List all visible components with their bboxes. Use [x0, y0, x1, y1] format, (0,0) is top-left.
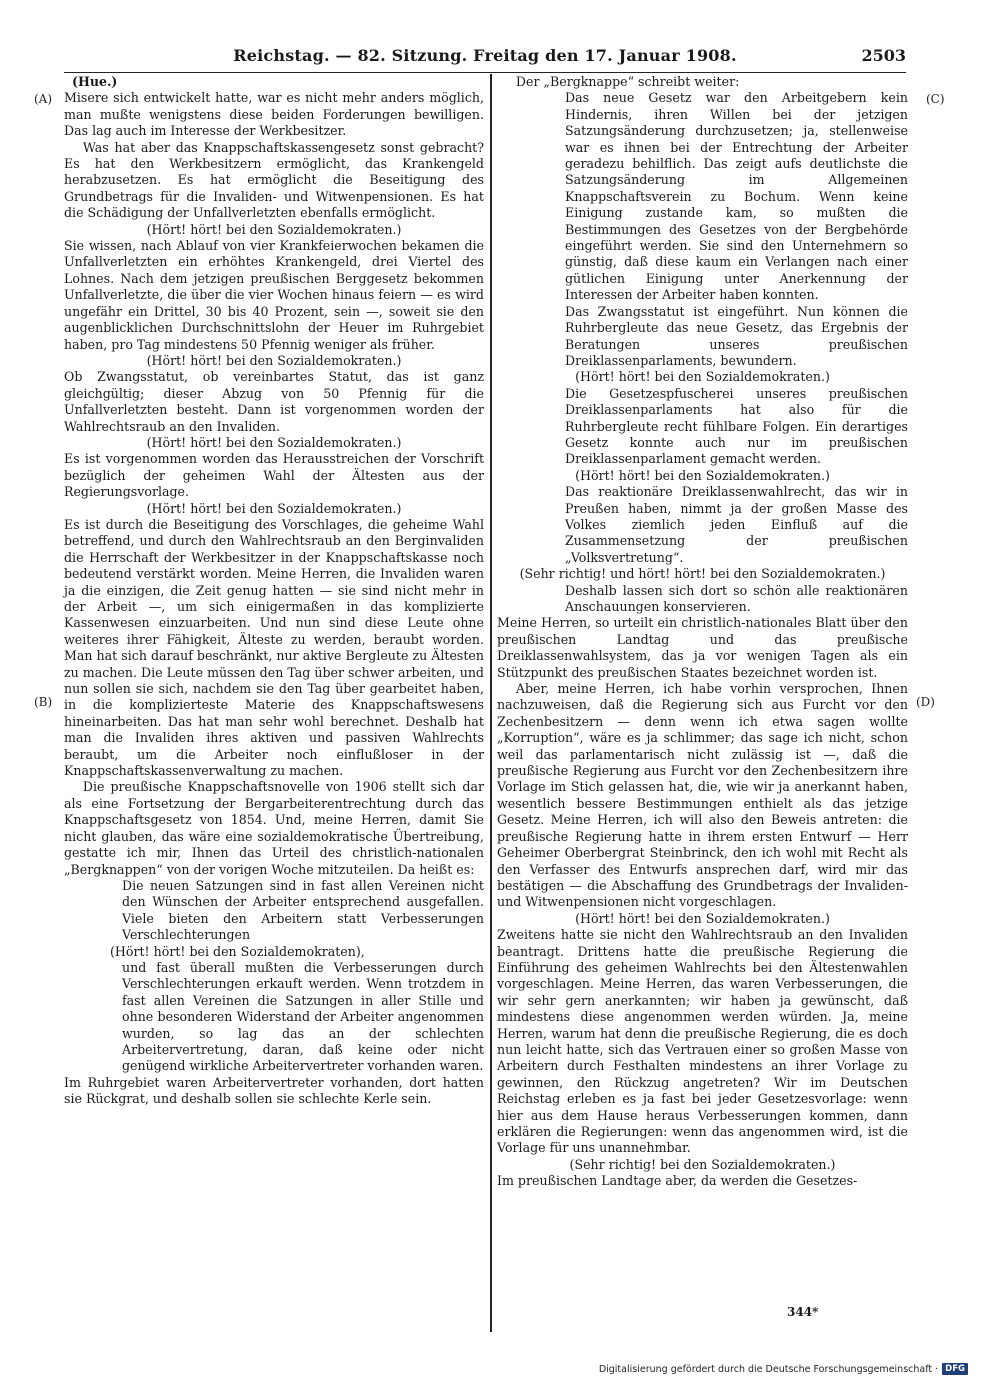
paragraph: Meine Herren, so urteilt ein christlich-nationales Blatt über den preußischen Landtag und das preußische Dreiklassenwahlsystem, das ja vor wenigen Tagen als ein Stützpunkt des preußischen Staates bezeichnet worden ist. [497, 615, 908, 680]
right-column [497, 74, 908, 1190]
paragraph: Ob Zwangsstatut, ob vereinbartes Statut, das ist ganz gleichgültig; dieser Abzug von 50 Pfennig für die Unfallverletzten besteht. Dann ist vorgenommen worden der Wahlrechtsraub an den Invaliden. [64, 369, 484, 434]
quotation: Die neuen Satzungen sind in fast allen Vereinen nicht den Wünschen der Arbeiter entsprechend ausgefallen. Viele bieten den Arbeitern statt Verbesserungen Verschlechterungen [122, 877, 484, 943]
interjection: (Hört! hört! bei den Sozialdemokraten.) [146, 221, 402, 237]
paragraph: Zweitens hatte sie nicht den Wahlrechtsraub an den Invaliden beantragt. Drittens hatte die preußische Regierung die Einführung des geheimen Wahlrechts bei den Ältestenwahlen vorgeschlagen. Meine Herren, das waren Verbesserungen, die wir sehr gern anerkannten; wir haben ja gewünscht, daß mindestens diese angenommen werden würden. Ja, meine Herren, warum hat denn die preußische Regierung, die es doch nun leicht hatte, sich das Vertrauen einer so großen Masse von Arbeitern durch Festhalten mindestens an ihrer Vorlage zu gewinnen, den Rückzug angetreten? Wir im Deutschen Reichstag erleben es ja fast bei jeder Gesetzesvorlage: wenn hier aus dem Hause heraus Verbesserungen kommen, dann erklären die Regierungen: wenn das angenommen wird, ist die Vorlage für uns unannehmbar. [497, 927, 908, 1156]
interjection: (Sehr richtig! bei den Sozialdemokraten.) [569, 1156, 836, 1172]
paragraph: Aber, meine Herren, ich habe vorhin versprochen, Ihnen nachzuweisen, daß die Regierung sich aus Furcht vor den Zechenbesitzern — denn wenn ich etwa sagen wollte „Korruption“, wäre es ja schlimmer; das sage ich nicht, schon weil das parlamentarisch nicht zulässig ist —, daß die preußische Regierung aus Furcht vor den Zechenbesitzern ihre Vorlage im Stich gelassen hat, die, wie wir ja anerkannt haben, wesentlich bessere Bestimmungen enthielt als das jetzige Gesetz. Meine Herren, ich will also den Beweis antreten: die preußische Regierung hatte in ihrem ersten Entwurf — Herr Geheimer Oberbergrat Steinbrinck, den ich wohl mit Recht als den Verfasser des Entwurfs ansprechen darf, wird mir das bestätigen — die Abschaffung des Grundbetrags der Invaliden- und Witwenpensionen nicht vorgeschlagen. [497, 681, 908, 910]
interjection: (Hört! hört! bei den Sozialdemokraten.) [575, 369, 830, 385]
paragraph: Sie wissen, nach Ablauf von vier Krankfeierwochen bekamen die Unfallverletzten ein erhöhtes Krankengeld, drei Viertel des Lohnes. Nach dem jetzigen preußischen Berggesetz bekommen Unfallverletzte, die über die vier Wochen hinaus feiern — es wird ungefähr ein Drittel, 30 bis 40 Prozent, sein —, soweit sie den augenblicklichen Durchschnittslohn der Heuer im Ruhrgebiet haben, pro Tag mindestens 50 Pfennig weniger als früher. [64, 238, 484, 352]
quotation: Die Gesetzespfuscherei unseres preußischen Dreiklassenparlaments hat also für die Ruhrbergleute recht fühlbare Folgen. Ein derartiges Gesetz konnte auch nur im preußischen Dreiklassenparlament gemacht werden. [565, 385, 908, 467]
paragraph: Der „Bergknappe“ schreibt weiter: [515, 74, 740, 89]
running-title: Reichstag. — 82. Sitzung. Freitag den 17. Januar 1908. [233, 46, 737, 65]
quotation: Das Zwangsstatut ist eingeführt. Nun können die Ruhrbergleute das neue Gesetz, das Ergebnis der Beratungen unseres preußischen Dreiklassenparlaments, bewundern. [565, 303, 908, 368]
quotation: Das reaktionäre Dreiklassenwahlrecht, das wir in Preußen haben, nimmt ja der großen Masse des Volkes ziemlich jeden Einfluß auf die Zusammensetzung der preußischen „Volksvertretung“. [565, 484, 908, 565]
page-header [64, 46, 906, 73]
margin-mark-c: (C) [926, 92, 945, 106]
quotation: Das neue Gesetz war den Arbeitgebern kein Hindernis, ihren Willen bei der jetzigen Satzungsänderung durchzusetzen; ja, stellenweise war es ihnen bei der Entrechtung der Arbeiter geradezu behilflich. Das zeigt aufs deutlichste die Satzungsänderung im Allgemeinen Knappschaftsverein zu Bochum. Wenn keine Einigung zustande kam, so mußten die Bestimmungen des Gesetzes von der Bergbehörde eingeführt werden. Sie sind den Unternehmern so günstig, daß diese kaum ein Verlangen nach einer gütlichen Einigung unter Anerkennung der Interessen der Arbeiter haben konnten. [565, 90, 908, 303]
interjection: (Hört! hört! bei den Sozialdemokraten.) [146, 434, 402, 450]
quotation: Deshalb lassen sich dort so schön alle reaktionären Anschauungen konservieren. [565, 582, 908, 614]
column-divider [490, 74, 492, 1332]
margin-mark-b: (B) [34, 695, 53, 709]
footer [599, 1363, 968, 1375]
margin-mark-d: (D) [916, 695, 935, 709]
interjection: (Sehr richtig! und hört! hört! bei den Sozialdemokraten.) [519, 566, 886, 582]
footer-text: Digitalisierung gefördert durch die Deutsche Forschungsgemeinschaft · [598, 1363, 939, 1375]
paragraph: Misere sich entwickelt hatte, war es nicht mehr anders möglich, man mußte wenigstens diese beiden Forderungen bewilligen. Das lag auch im Interesse der Werkbesitzer. [64, 90, 484, 139]
paragraph: Es ist vorgenommen worden das Herausstreichen der Vorschrift bezüglich der geheimen Wahl der Ältesten aus der Regierungsvorlage. [64, 451, 484, 500]
interjection: (Hört! hört! bei den Sozialdemokraten.) [146, 352, 402, 368]
quotation: und fast überall mußten die Verbesserungen durch Verschlechterungen erkauft werden. Wenn trotzdem in fast allen Vereinen die Satzungen in aller Stille und ohne besonderen Widerstand der Arbeiter angenommen wurden, so lag das an der schlechten Arbeitervertretung, daran, daß keine oder nicht genügend wirkliche Arbeitervertreter vorhanden waren. [122, 959, 484, 1074]
interjection: (Hört! hört! bei den Sozialdemokraten.) [146, 500, 402, 516]
paragraph: Es ist durch die Beseitigung des Vorschlages, die geheime Wahl betreffend, und durch den Wahlrechtsraub an den Berginvaliden die Herrschaft der Werkbesitzer in der Knappschaftskasse noch bedeutend verstärkt worden. Meine Herren, die Invaliden waren ja die einzigen, die Zeit genug hatten — sie sind nicht mehr in der Arbeit —, um sich einigermaßen in das komplizierte Kassenwesen einzuarbeiten. Und nun sind diese Leute ohne weiteres ihrer Fähigkeit, Älteste zu werden, beraubt worden. Man hat sich darauf beschränkt, nur aktive Bergleute zu Ältesten zu machen. Die Leute müssen den Tag über schwer arbeiten, und nun sollen sie sich, nachdem sie den Tag über gearbeitet haben, in die komplizierteste Materie des Knappschaftswesens hineinarbeiten. Das hat man sehr wohl berechnet. Deshalb hat man die Invaliden ihres aktiven und passiven Wahlrechts beraubt, um die Arbeiter noch einflußloser in der Knappschaftskassenverwaltung zu machen. [64, 516, 484, 779]
interjection: (Hört! hört! bei den Sozialdemokraten.) [575, 467, 830, 483]
interjection: (Hört! hört! bei den Sozialdemokraten.) [575, 910, 830, 926]
left-column [64, 74, 484, 1108]
paragraph: Im Ruhrgebiet waren Arbeitervertreter vorhanden, dort hatten sie Rückgrat, und deshalb sollen sie schlechte Kerle sein. [64, 1074, 484, 1107]
speaker-label: (Hue.) [72, 74, 118, 89]
interjection: (Hört! hört! bei den Sozialdemokraten), [110, 943, 365, 959]
paragraph: Was hat aber das Knappschaftskassengesetz sonst gebracht? Es hat den Werkbesitzern ermöglicht, das Krankengeld herabzusetzen. Es hat ermöglicht die Beseitigung des Grundbetrags für die Invaliden- und Witwenpensionen. Es hat die Schädigung der Unfallverletzten ebenfalls ermöglicht. [64, 139, 484, 221]
paragraph: Die preußische Knappschaftsnovelle von 1906 stellt sich dar als eine Fortsetzung der Bergarbeiterentrechtung durch das Knappschaftsgesetz von 1854. Und, meine Herren, damit Sie nicht glauben, das wäre eine sozialdemokratische Übertreibung, gestatte ich mir, Ihnen das Urteil des christlich-nationalen „Bergknappen“ von der vorigen Woche mitzuteilen. Da heißt es: [64, 779, 484, 877]
dfg-logo: DFG [942, 1363, 968, 1375]
margin-mark-a: (A) [34, 92, 53, 106]
paragraph: Im preußischen Landtage aber, da werden die Gesetzes- [497, 1173, 858, 1189]
signature-mark: 344* [787, 1305, 819, 1319]
page-number: 2503 [861, 46, 906, 65]
